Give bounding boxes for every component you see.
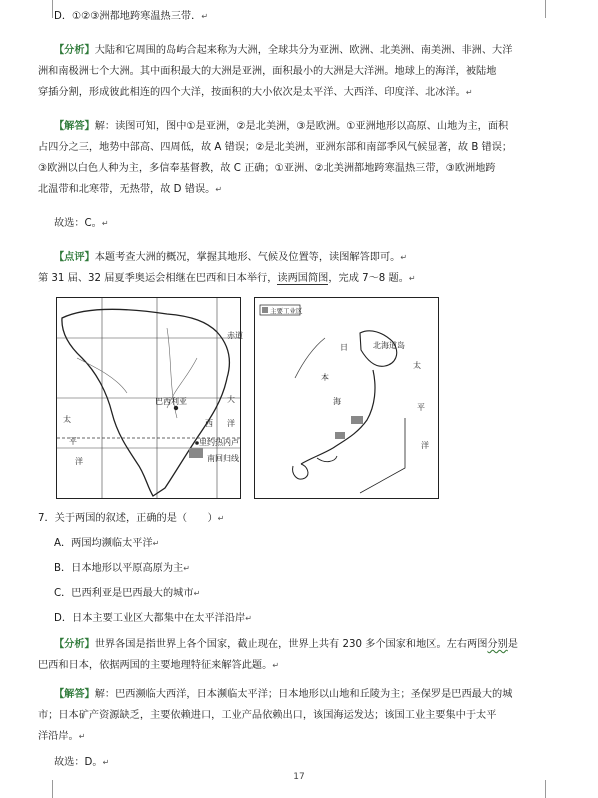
answer-1: 故选：C。↵ <box>54 218 109 229</box>
legend-label: 主要工业区 <box>270 307 303 315</box>
analysis-1-line-3: 穿插分割，形成彼此相连的四个大洋，按面积的大小依次是太平洋、大西洋、印度洋、北冰洋。↵ <box>38 87 473 98</box>
atlantic-char-1: 大 <box>227 395 235 404</box>
solution-1-line-4: 北温带和北寒带，无热带，故 D 错误。↵ <box>38 184 223 195</box>
option-b: B．日本地形以平原高原为主↵ <box>54 563 190 574</box>
japan-sea-char-2: 本 <box>321 373 329 382</box>
crop-mark-bottom-right <box>545 780 564 798</box>
solution-1: 【解答】解：读图可知，图中①是亚洲，②是北美洲，③是欧洲。①亚洲地形以高原、山地为主，面积 <box>54 121 509 132</box>
brazil-outline <box>62 309 229 496</box>
solution-1-line-3: ③欧洲以白色人种为主，多信奉基督教，故 C 正确；①亚洲、②北美洲都地跨寒温热三带，③欧洲地跨 <box>38 163 496 174</box>
analysis-2: 【分析】世界各国是指世界上各个国家，截止现在，世界上共有 230 多个国家和地区。左右两图分别是 <box>54 639 518 650</box>
atlantic-char-2: 西 <box>205 419 213 428</box>
question-7: 7．关于两国的叙述，正确的是（ ）↵ <box>38 513 225 524</box>
brazil-map-svg <box>57 298 243 498</box>
pacific-char-1: 太 <box>63 415 71 424</box>
solution-tag: 【解答】 <box>54 689 95 700</box>
capital-dot <box>174 406 178 410</box>
answer-2: 故选：D。↵ <box>54 757 110 768</box>
atlantic-char-3: 洋 <box>227 419 235 428</box>
analysis-tag: 【分析】 <box>54 45 95 56</box>
solution-2-line-3: 洋沿岸。↵ <box>38 731 86 742</box>
japan-sea-char-1: 日 <box>340 343 348 352</box>
pacific-char-1: 太 <box>413 361 421 370</box>
hokkaido-label: 北海道岛 <box>373 341 405 350</box>
option-a: A．两国均濒临太平洋↵ <box>54 538 160 549</box>
crop-mark-top-left <box>34 0 53 18</box>
pacific-char-3: 洋 <box>421 441 429 450</box>
crop-mark-bottom-left <box>34 780 53 798</box>
legend-swatch <box>262 307 268 313</box>
tropic-label: 南回归线 <box>207 454 239 463</box>
japan-map-svg <box>255 298 438 498</box>
industrial-zone-2 <box>335 432 345 439</box>
page-number: 17 <box>293 772 305 782</box>
analysis-1-line-2: 洲和南极洲七个大洲。其中面积最大的大洲是亚洲，面积最小的大洲是大洋洲。地球上的海洋，被陆地 <box>38 66 497 77</box>
solution-tag: 【解答】 <box>54 121 95 132</box>
analysis-1: 【分析】大陆和它周围的岛屿合起来称为大洲，全球共分为亚洲、欧洲、北美洲、南美洲、非洲、大洋 <box>54 45 513 56</box>
industrial-zone <box>189 448 203 458</box>
comment-tag: 【点评】 <box>54 252 95 263</box>
option-d-previous: D．①②③洲都地跨寒温热三带．↵ <box>54 11 209 22</box>
capital-label: 巴西利亚 <box>155 397 187 406</box>
solution-2: 【解答】解：巴西濒临大西洋，日本濒临太平洋；日本地形以山地和丘陵为主；圣保罗是巴西最大的城 <box>54 689 513 700</box>
solution-2-line-2: 市；日本矿产资源缺乏，主要依赖进口，工业产品依赖出口，该国海运发达；该国工业主要集中于太平 <box>38 710 497 721</box>
analysis-tag: 【分析】 <box>54 639 95 650</box>
honshu-outline <box>301 370 375 464</box>
pacific-char-3: 洋 <box>75 457 83 466</box>
option-d: D．日本主要工业区大都集中在太平洋沿岸↵ <box>54 613 252 624</box>
question-intro: 第 31 届、32 届夏季奥运会相继在巴西和日本举行，读两国简图，完成 7～8 题。↵ <box>38 273 416 284</box>
equator-label: 赤道 <box>227 331 243 340</box>
japan-sea-char-3: 海 <box>333 397 341 406</box>
brazil-map <box>56 297 241 499</box>
pacific-char-2: 平 <box>69 437 77 446</box>
industrial-zone-1 <box>351 416 363 424</box>
option-c: C．巴西利亚是巴西最大的城市↵ <box>54 588 201 599</box>
pacific-char-2: 平 <box>417 403 425 412</box>
solution-1-line-2: 占四分之三，地势中部高、四周低，故 A 错误；②是北美洲，亚洲东部和南部季风气候显著，故 B 错误； <box>38 142 513 153</box>
analysis-2-line-2: 巴西和日本，依据两国的主要地理特征来解答此题。↵ <box>38 660 280 671</box>
rio-label: 里约热内卢 <box>199 438 239 447</box>
japan-map <box>254 297 439 499</box>
comment: 【点评】本题考查大洲的概况，掌握其地形、气候及位置等，读图解答即可。↵ <box>54 252 408 263</box>
